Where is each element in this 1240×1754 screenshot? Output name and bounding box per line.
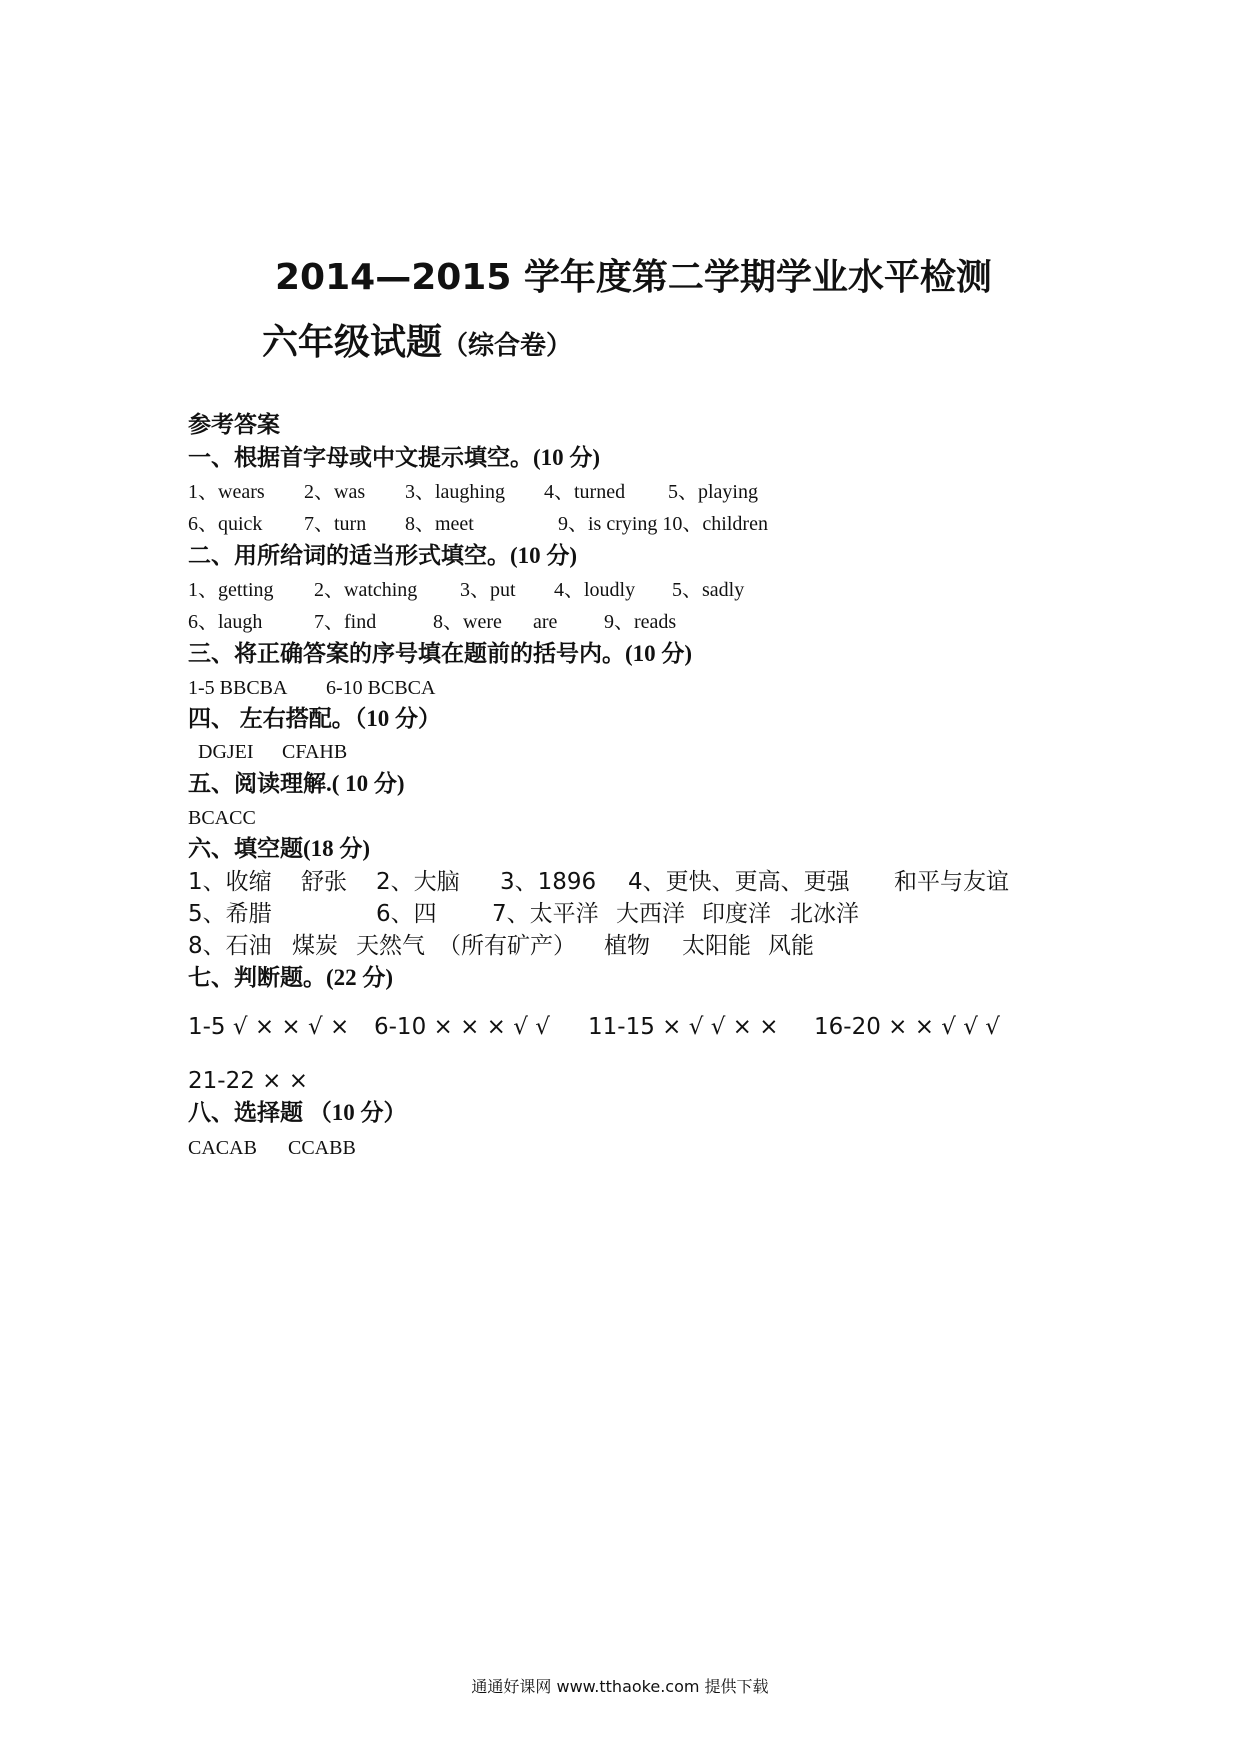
answer-item: 印度洋: [702, 901, 771, 927]
answer-item: 21-22 × ×: [188, 1068, 308, 1094]
answer-item: 8、石油: [188, 933, 272, 959]
answer-item: 1、wears: [188, 481, 265, 503]
section-6-heading: 六、填空题(18 分): [188, 836, 371, 861]
answer-item: 4、更快、更高、更强: [628, 869, 850, 895]
answer-item: 5、playing: [668, 481, 758, 503]
answer-item: 和平与友谊: [894, 869, 1009, 895]
answer-item: 5、sadly: [672, 579, 745, 601]
section-8-heading: 八、选择题 （10 分）: [188, 1100, 407, 1125]
answer-item: 植物: [604, 933, 650, 959]
answer-item: 1-5 BBCBA: [188, 677, 288, 699]
answer-item: 9、reads: [604, 611, 677, 633]
answer-item: 1-5 √ × × √ ×: [188, 1014, 350, 1040]
answer-key-label: 参考答案: [188, 412, 280, 437]
grade-exam-title: 六年级试题: [262, 322, 443, 363]
section-1-heading: 一、根据首字母或中文提示填空。(10 分): [188, 445, 601, 470]
answer-item: 2、was: [304, 481, 366, 503]
answer-item: 16-20 × × √ √ √: [814, 1014, 1000, 1040]
answer-item: 8、were: [433, 611, 502, 633]
section-3-heading: 三、将正确答案的序号填在题前的括号内。(10 分): [188, 641, 693, 666]
answer-item: 4、loudly: [554, 579, 636, 601]
answer-item: 7、太平洋: [492, 901, 599, 927]
answer-item: CFAHB: [282, 741, 348, 763]
answer-item: 7、find: [314, 611, 377, 633]
section-4-heading: 四、 左右搭配。（10 分）: [188, 706, 441, 731]
page-footer: 通通好课网 www.tthaoke.com 提供下载: [471, 1677, 769, 1696]
answer-item: 1、收缩: [188, 869, 272, 895]
section-7-heading: 七、判断题。(22 分): [188, 965, 394, 990]
answer-item: 北冰洋: [790, 901, 859, 927]
answer-item: 4、turned: [544, 481, 626, 503]
answer-item: 天然气: [356, 933, 425, 959]
answer-item: 3、laughing: [405, 481, 505, 503]
answer-item: CCABB: [288, 1137, 356, 1159]
answer-item: （所有矿产）: [438, 933, 576, 959]
section-5-heading: 五、阅读理解.( 10 分): [188, 771, 405, 796]
answer-item: 8、meet: [405, 513, 474, 535]
answer-item: 风能: [768, 933, 814, 959]
answer-item: 6、laugh: [188, 611, 263, 633]
answer-item: DGJEI: [198, 741, 254, 763]
section-2-heading: 二、用所给词的适当形式填空。(10 分): [188, 543, 578, 568]
answer-item: are: [533, 611, 558, 633]
answer-item: 3、1896: [500, 869, 597, 895]
answer-item: 1、getting: [188, 579, 274, 601]
answer-item: 煤炭: [292, 933, 338, 959]
answer-item: 6、quick: [188, 513, 263, 535]
answer-item: 7、turn: [304, 513, 367, 535]
answer-item: 舒张: [301, 869, 347, 895]
answer-item: 9、is crying 10、children: [558, 513, 768, 535]
answer-item: 5、希腊: [188, 901, 272, 927]
answer-item: 3、put: [460, 579, 516, 601]
answer-item: BCACC: [188, 807, 256, 829]
answer-item: CACAB: [188, 1137, 257, 1159]
answer-item: 6、四: [376, 901, 437, 927]
answer-item: 2、大脑: [376, 869, 460, 895]
paper-type-label: （综合卷）: [442, 331, 573, 361]
answer-item: 6-10 × × × √ √: [374, 1014, 550, 1040]
answer-item: 6-10 BCBCA: [326, 677, 436, 699]
answer-item: 2、watching: [314, 579, 418, 601]
answer-item: 11-15 × √ √ × ×: [588, 1014, 779, 1040]
answer-item: 太阳能: [682, 933, 751, 959]
document-subtitle: [262, 318, 862, 371]
answer-item: 大西洋: [616, 901, 685, 927]
document-title: 2014—2015 学年度第二学期学业水平检测: [275, 257, 992, 298]
